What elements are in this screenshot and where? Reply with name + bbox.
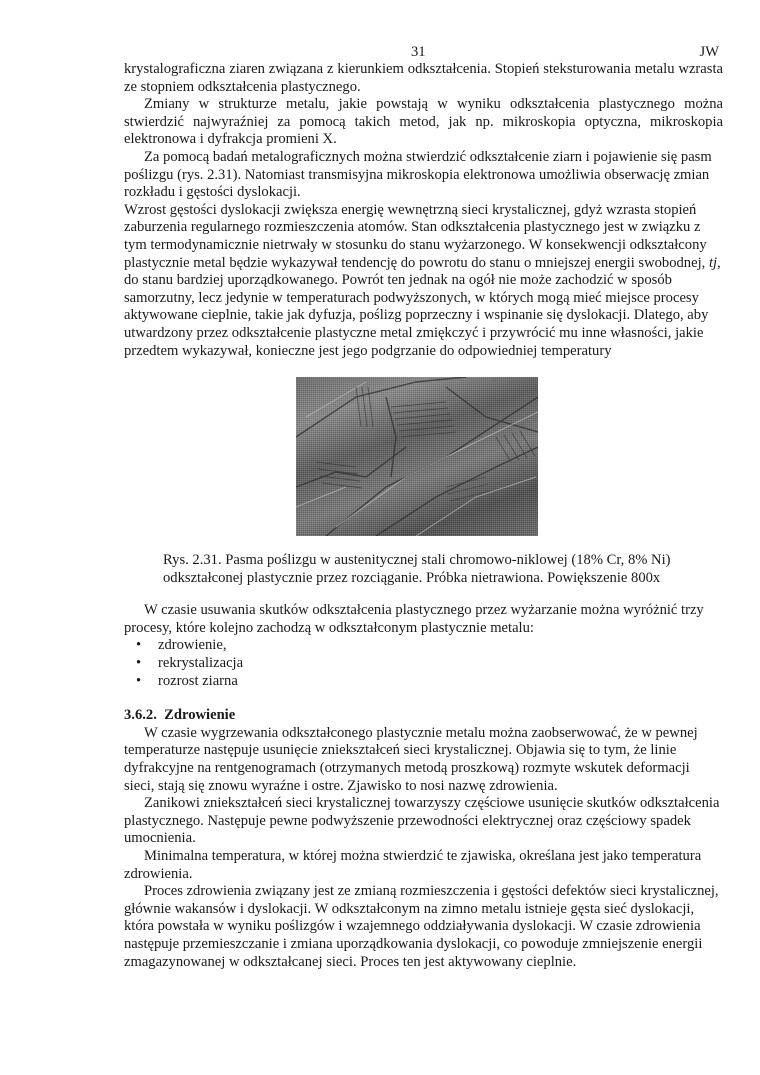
section-heading: 3.6.2. Zdrowienie <box>124 707 236 724</box>
slip-bands-texture <box>296 377 538 536</box>
page-number: 31 <box>411 44 426 60</box>
bullet-icon: • <box>136 672 142 689</box>
text-segment: do stanu bardziej uporządkowanego. Powrót ten jednak na ogół nie może zachodzić w sposób samorzutny, lecz jedynie w temperaturach podwyższonych, w których mogą mieć miejsce procesy aktywowane cieplnie, takie jak dyfuzja, poślizg poprzeczny i wspinanie się dyslokacji. Dlatego, aby utwardzony przez odkształcenie plastyczne metal zmiękczyć i przywrócić mu inne własności, jakie przedtem wykazywał, konieczne jest jego podgrzanie do odpowiedniej temperatury <box>124 272 709 359</box>
text-segment: Wzrost gęstości dyslokacji zwiększa energię wewnętrzną sieci krystalicznej, gdyż wzrasta stopień zaburzenia regularnego rozmieszczenia atomów. Stan odkształcenia plastycznego jest w związku z tym termodynamicznie nietrwały w stosunku do stanu wyżarzonego. W konsekwencji odkształcony plastycznie metal będzie wykazywał tendencję do powrotu do stanu o mniejszej energii swobodnej, <box>124 201 709 271</box>
figure-2-31 <box>124 377 723 587</box>
page-header <box>124 44 723 61</box>
bullet-icon: • <box>136 655 142 672</box>
paragraph-structure-changes: Zmiany w strukturze metalu, jakie powstają w wyniku odkształcenia plastycznego można stwierdzić najwyraźniej za pomocą takich metod, jak np. mikroskopia optyczna, mikroskopia elektronowa i dyfrakcja promieni X. <box>124 96 723 148</box>
paragraph-recovery-mechanism: Proces zdrowienia związany jest ze zmianą rozmieszczenia i gęstości defektów sieci krystalicznej, głównie wakansów i dyslokacji. W odkształconym na zimno metalu istnieje gęsta sieć dyslokacji, która powstała w wyniku poślizgów i wzajemnego oddziaływania dyslokacji. W czasie zdrowienia następuje przemieszczanie i zmiana uporządkowania dyslokacji, co powoduje zmniejszenie energii zmagazynowanej w odkształcanej sieci. Proces ten jest aktywowany cieplnie. <box>124 883 719 970</box>
document-page <box>124 44 723 971</box>
paragraph-annealing-intro: W czasie usuwania skutków odkształcenia plastycznego przez wyżarzanie można wyróżnić trzy procesy, które kolejno zachodzą w odkształconym plastycznie metalu: <box>124 602 704 636</box>
italic-abbreviation: tj, <box>708 254 721 271</box>
micrograph-image <box>296 377 538 536</box>
list-item-label: rozrost ziarna <box>158 672 238 689</box>
list-item-label: zdrowienie, <box>158 637 227 654</box>
list-item-label: rekrystalizacja <box>158 655 244 672</box>
process-list <box>124 637 723 690</box>
list-item <box>124 673 723 691</box>
paragraph-dislocation-density <box>124 202 723 360</box>
paragraph-recovery-temperature: Minimalna temperatura, w której można stwierdzić te zjawiska, określana jest jako temperatura zdrowienia. <box>124 848 702 882</box>
paragraph-metallography: Za pomocą badań metalograficznych można stwierdzić odkształcenie ziarn i pojawienie się pasm poślizgu (rys. 2.31). Natomiast transmisyjna mikroskopia elektronowa umożliwia obserwację zmian rozkładu i gęstości dyslokacji. <box>124 148 712 201</box>
bullet-icon: • <box>136 637 142 654</box>
paragraph-recovery-definition: W czasie wygrzewania odkształconego plastycznie metalu można zaobserwować, że w pewnej temperaturze następuje usunięcie zniekształceń sieci krystalicznej. Objawia się to tym, że linie dyfrakcyjne na rentgenogramach (otrzymanych metodą proszkową) rozmyte wskutek deformacji sieci, stają się znowu wyraźne i ostre. Zjawisko to nosi nazwę zdrowienia. <box>124 724 698 794</box>
paragraph-recovery-effects: Zanikowi zniekształceń sieci krystalicznej towarzyszy częściowe usunięcie skutków odkształcenia plastycznego. Następuje pewne podwyższenie przewodności elektrycznej oraz częściowy spadek umocnienia. <box>124 795 720 847</box>
figure-caption: Rys. 2.31. Pasma poślizgu w austenitycznej stali chromowo-niklowej (18% Cr, 8% Ni) odkształconej plastycznie przez rozciąganie. Próbka nietrawiona. Powiększenie 800x <box>163 552 671 586</box>
list-item <box>124 655 723 673</box>
paragraph-texture: krystalograficzna ziaren związana z kierunkiem odkształcenia. Stopień steksturowania metalu wzrasta ze stopniem odkształcenia plastycznego. <box>124 61 723 95</box>
list-item <box>124 637 723 655</box>
author-initials: JW <box>699 44 719 60</box>
